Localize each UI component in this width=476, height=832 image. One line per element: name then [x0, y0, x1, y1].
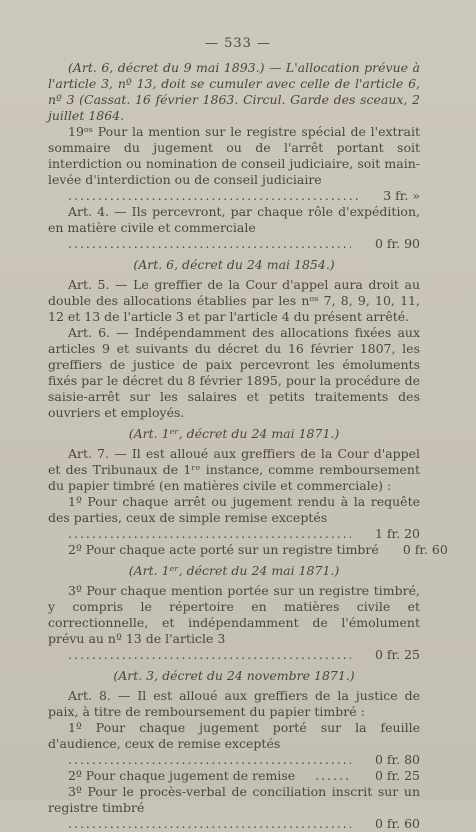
leader-dots — [48, 188, 359, 204]
tariff-amount: 0 fr. 25 — [374, 768, 420, 783]
tariff-line — [48, 816, 420, 832]
leader-dots — [48, 647, 351, 663]
article-7: Art. 7. — Il est alloué aux greffiers de la Cour d'appel et des Tribunaux de 1ʳᵉ instance, comme remboursement du papier timbré (en matières civile et commerciale) : — [48, 446, 420, 493]
leader-dots — [48, 816, 351, 832]
tariff-amount: 0 fr. 90 — [374, 236, 420, 251]
tariff-line — [48, 526, 420, 542]
article-5: Art. 5. — Le greffier de la Cour d'appel aura droit au double des allocations établies par les nᵒˢ 7, 8, 9, 10, 11, 12 et 13 de l'article 3 et par l'article 4 du présent arrêté. — [48, 277, 420, 324]
tariff-amount: 0 fr. 80 — [374, 752, 420, 767]
tariff-item — [48, 583, 420, 663]
tariff-text: 1º Pour chaque jugement porté sur la feuille d'audience, ceux de remise exceptés — [48, 720, 420, 751]
tariff-item — [48, 494, 420, 542]
leader-dots — [48, 236, 351, 252]
tariff-amount: 1 fr. 20 — [374, 526, 420, 541]
section-citation: (Art. 1ᵉʳ, décret du 24 mai 1871.) — [128, 426, 340, 441]
section-citation: (Art. 1ᵉʳ, décret du 24 mai 1871.) — [128, 563, 340, 578]
tariff-amount: 0 fr. 60 — [402, 542, 448, 557]
section-citation: (Art. 3, décret du 24 novembre 1871.) — [113, 668, 355, 683]
tariff-text: 2º Pour chaque jugement de remise — [68, 768, 296, 783]
tariff-line — [48, 647, 420, 663]
tariff-line — [48, 542, 448, 558]
tariff-text: Art. 4. — Ils percevront, par chaque rôle d'expédition, en matière civile et commerciale — [48, 204, 420, 235]
tariff-text: 2º Pour chaque acte porté sur un registre timbré — [68, 542, 379, 557]
leader-dots — [48, 752, 351, 768]
section-citation: (Art. 6, décret du 24 mai 1854.) — [133, 257, 335, 272]
tariff-line — [48, 236, 420, 252]
tariff-line — [48, 768, 420, 784]
page-text — [48, 60, 448, 832]
tariff-amount: 3 fr. » — [383, 188, 420, 203]
tariff-amount: 0 fr. 25 — [374, 647, 420, 662]
tariff-item-19 — [48, 124, 420, 204]
tariff-item — [48, 784, 420, 832]
tariff-item — [48, 768, 420, 784]
citation-paragraph: (Art. 6, décret du 9 mai 1893.) — L'allocation prévue à l'article 3, nº 13, doit se cumuler avec celle de l'article 6, nº 3 (Cassat. 16 février 1863. Circul. Garde des sceaux, 2 juillet 1864. — [48, 60, 420, 123]
tariff-text: 3º Pour le procès-verbal de conciliation inscrit sur un registre timbré — [48, 784, 420, 815]
page-number: — 533 — — [204, 36, 272, 51]
tariff-line — [48, 752, 420, 768]
article-8: Art. 8. — Il est alloué aux greffiers de la justice de paix, à titre de remboursement du papier timbré : — [48, 688, 420, 719]
article-6: Art. 6. — Indépendamment des allocations fixées aux articles 9 et suivants du décret du 16 février 1807, les greffiers de justice de paix percevront les émoluments fixés par le décret du 8 février 1895, pour la procédure de saisie-arrêt sur les salaires et petits traitements des ouvriers et employés. — [48, 325, 420, 420]
tariff-item — [48, 720, 420, 768]
leader-dots — [48, 526, 351, 542]
tariff-line — [48, 188, 420, 204]
tariff-text: 3º Pour chaque mention portée sur un registre timbré, y compris le répertoire en matières civile et correctionnelle, et indépendamment de l'émolument prévu au nº 13 de l'article 3 — [48, 583, 420, 646]
article-4 — [48, 204, 420, 252]
tariff-text: 19ᵒˢ Pour la mention sur le registre spécial de l'extrait sommaire du jugement ou de l'arrêt portant soit interdiction ou nomination de conseil judiciaire, soit main-levée d'interdiction ou de conseil judiciaire — [48, 124, 420, 187]
tariff-amount: 0 fr. 60 — [374, 816, 420, 831]
leader-dots — [295, 768, 351, 784]
tariff-text: 1º Pour chaque arrêt ou jugement rendu à la requête des parties, ceux de simple remise exceptés — [48, 494, 420, 525]
tariff-item — [48, 542, 448, 558]
